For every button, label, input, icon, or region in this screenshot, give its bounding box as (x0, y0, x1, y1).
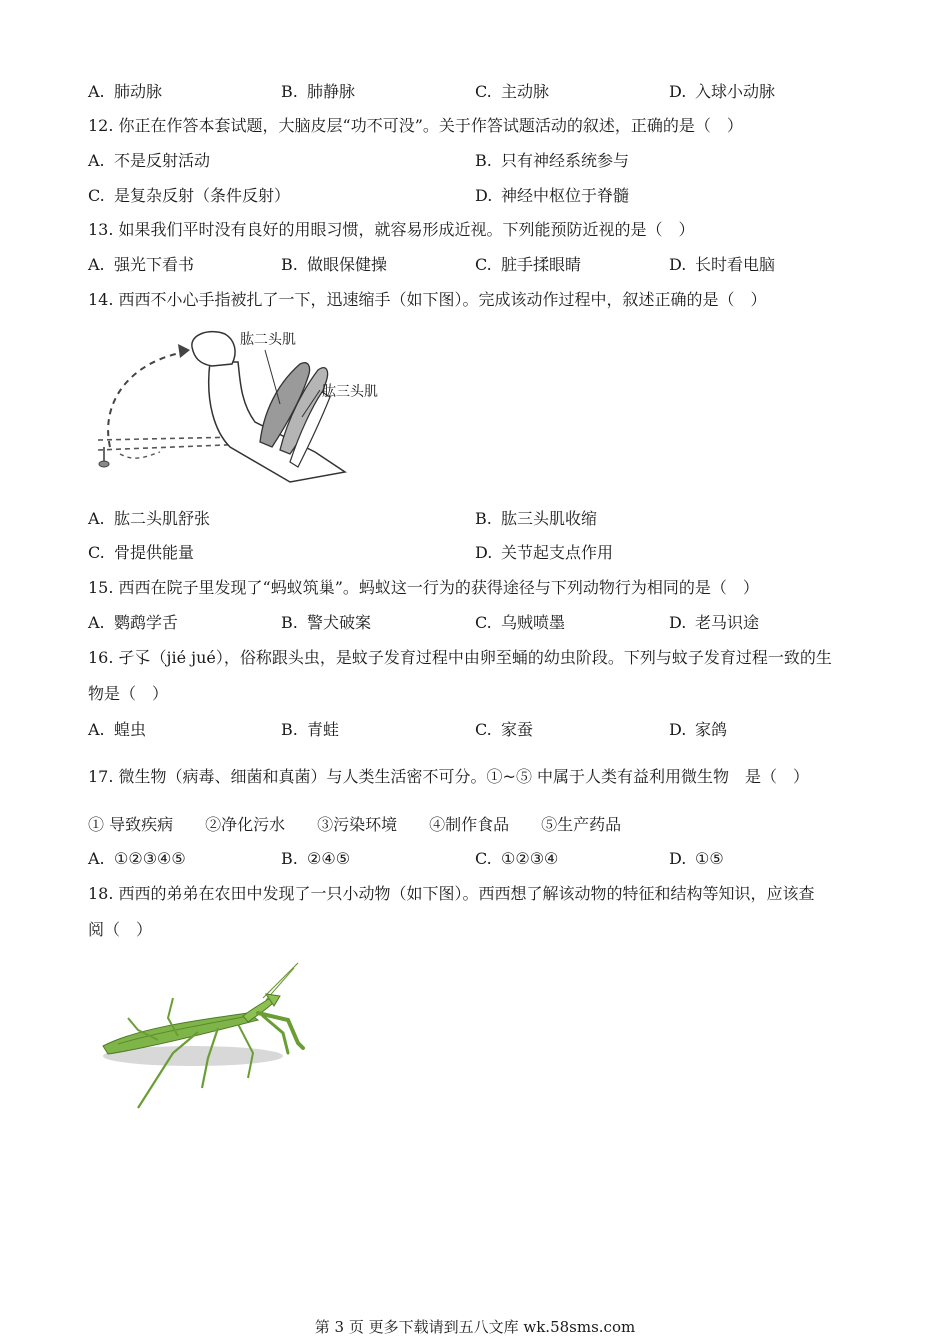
q17-option-a: A. ①②③④⑤ (88, 849, 186, 868)
q17-items: ① 导致疾病 ②净化污水 ③污染环境 ④制作食品 ⑤生产药品 (88, 815, 622, 834)
q16-option-a: A. 蝗虫 (88, 720, 147, 739)
motion-arc (108, 352, 185, 447)
q13-option-b: B. 做眼保健操 (281, 255, 388, 274)
mantis-thorax (243, 998, 274, 1022)
q15-stem: 15. 西西在院子里发现了“蚂蚁筑巢”。蚂蚁这一行为的获得途径与下列动物行为相同的是（ ） (88, 578, 759, 597)
q13-option-a: A. 强光下看书 (88, 255, 195, 274)
q12-option-a: A. 不是反射活动 (88, 151, 211, 170)
q11-option-c: C. 主动脉 (475, 82, 550, 101)
q16-stem-line2: 物是（ ） (88, 684, 169, 703)
q13-stem: 13. 如果我们平时没有良好的用眼习惯，就容易形成近视。下列能预防近视的是（ ） (88, 220, 695, 239)
q11-option-d: D. 入球小动脉 (669, 82, 776, 101)
q17-option-b: B. ②④⑤ (281, 849, 351, 868)
q16-option-b: B. 青蛙 (281, 720, 340, 739)
q17-option-d: D. ①⑤ (669, 849, 724, 868)
triceps-label: 肱三头肌 (322, 384, 378, 400)
arm-muscle-figure (90, 322, 400, 487)
q17-option-c: C. ①②③④ (475, 849, 559, 868)
arrow-head (178, 344, 190, 358)
q16-option-c: C. 家蚕 (475, 720, 534, 739)
q14-option-b: B. 肱三头肌收缩 (475, 509, 598, 528)
q12-option-c: C. 是复杂反射（条件反射） (88, 186, 291, 205)
q12-option-b: B. 只有神经系统参与 (475, 151, 630, 170)
q12-stem: 12. 你正在作答本套试题，大脑皮层“功不可没”。关于作答试题活动的叙述，正确的是（ ） (88, 116, 743, 135)
q15-option-b: B. 警犬破案 (281, 613, 372, 632)
q14-stem: 14. 西西不小心手指被扎了一下，迅速缩手（如下图）。完成该动作过程中，叙述正确的是（ ） (88, 290, 767, 309)
q12-option-d: D. 神经中枢位于脊髓 (475, 186, 630, 205)
mantis-figure (98, 958, 328, 1113)
q18-stem-line1: 18. 西西的弟弟在农田中发现了一只小动物（如下图）。西西想了解该动物的特征和结构等知识，应该查 (88, 884, 815, 903)
biceps-label: 肱二头肌 (240, 332, 296, 348)
q13-option-d: D. 长时看电脑 (669, 255, 776, 274)
q13-option-c: C. 脏手揉眼睛 (475, 255, 582, 274)
fist (192, 332, 235, 366)
q18-stem-line2: 阅（ ） (88, 920, 153, 939)
q14-option-d: D. 关节起支点作用 (475, 543, 614, 562)
biceps-pointer (265, 350, 280, 404)
q15-option-a: A. 鹦鹉学舌 (88, 613, 179, 632)
q15-option-d: D. 老马识途 (669, 613, 760, 632)
q17-stem: 17. 微生物（病毒、细菌和真菌）与人类生活密不可分。①~⑤ 中属于人类有益利用微生物 是（ ） (88, 767, 810, 786)
page-footer: 第 3 页 更多下载请到五八文库 wk.58sms.com (314, 1318, 636, 1336)
q11-option-a: A. 肺动脉 (88, 82, 163, 101)
q11-option-b: B. 肺静脉 (281, 82, 356, 101)
q14-option-c: C. 骨提供能量 (88, 543, 195, 562)
q16-option-d: D. 家鸽 (669, 720, 728, 739)
q14-option-a: A. 肱二头肌舒张 (88, 509, 211, 528)
q16-stem-line1: 16. 孑孓（jié jué），俗称跟头虫，是蚊子发育过程中由卵至蛹的幼虫阶段。下列与蚊子发育过程一致的生 (88, 648, 832, 667)
q15-option-c: C. 乌贼喷墨 (475, 613, 566, 632)
